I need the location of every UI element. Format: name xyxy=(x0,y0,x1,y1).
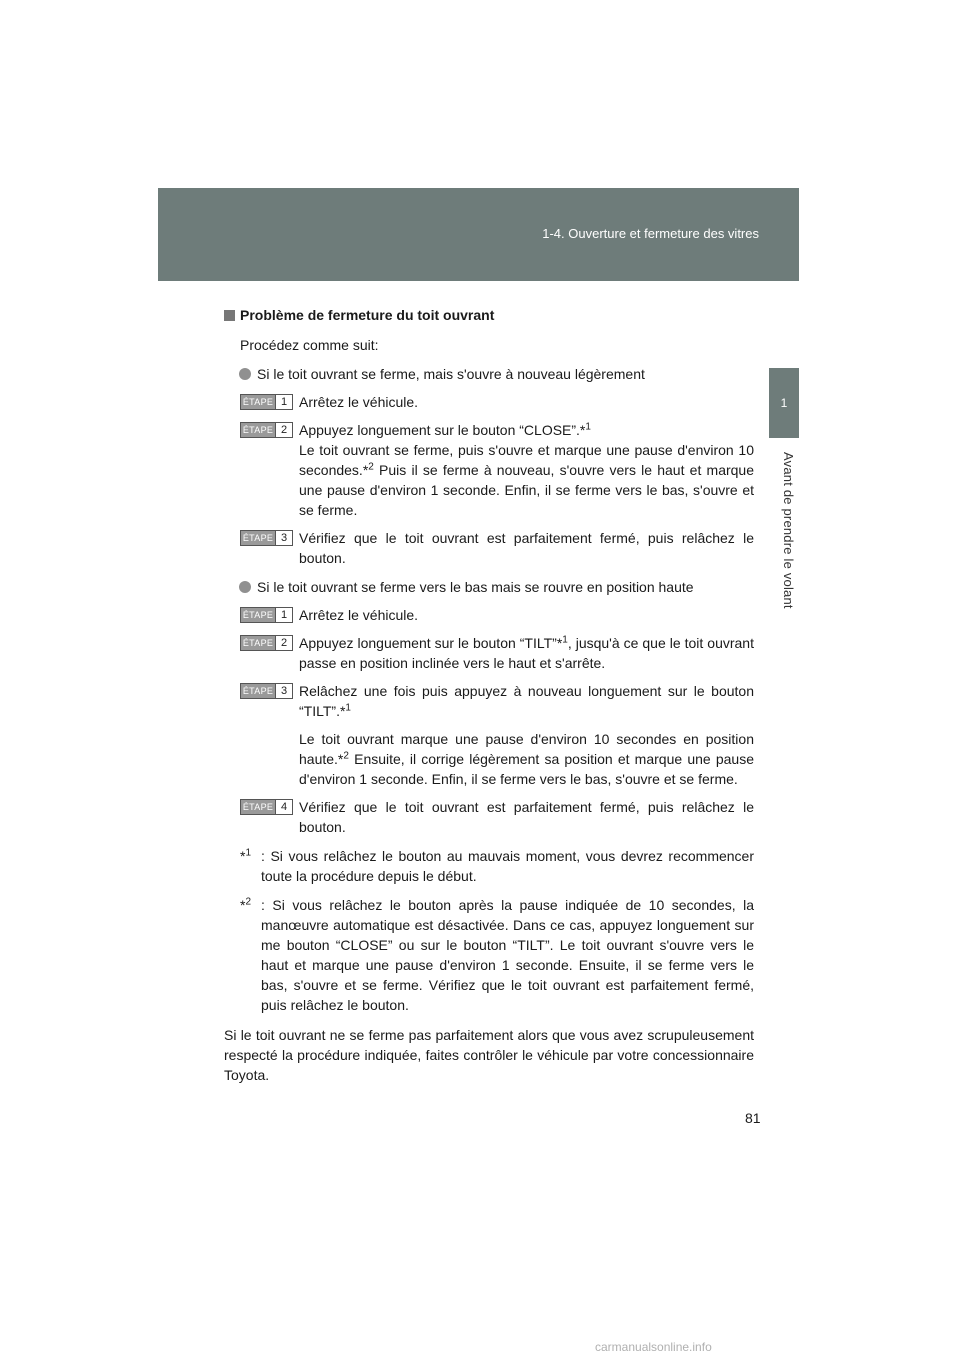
case-2-step-4: ÉTAPE 4 Vérifiez que le toit ouvrant est parfaitement fermé, puis relâchez le bouton. xyxy=(224,797,754,837)
footnote-2: *$^2$ : Si vous relâchez le bouton après la pause indiquée de 10 secondes, la manœuvre automatique est désactivée. Dans ce cas, appuyez longuement sur me bouton “CLOSE” ou sur le bouton “TILT”. Le toit ouvrant s'ouvre vers le haut et marque une pause d'environ 1 seconde. Ensuite, il se ferme vers le bas, s'ouvre et se ferme. Vérifiez que le toit ouvrant est parfaitement fermé, puis relâchez le bouton. xyxy=(240,896,754,1013)
case-1-step-3: ÉTAPE 3 Vérifiez que le toit ouvrant est parfaitement fermé, puis relâchez le bouton. xyxy=(224,528,754,568)
case-2-step-1: ÉTAPE 1 Arrêtez le véhicule. xyxy=(224,605,754,625)
footnote-1: *$^1$ : Si vous relâchez le bouton au mauvais moment, vous devrez recommencer toute la procédure depuis le début. xyxy=(240,847,754,884)
section-heading: Problème de fermeture du toit ouvrant xyxy=(224,305,754,327)
case-1-step-1: ÉTAPE 1 Arrêtez le véhicule. xyxy=(224,392,754,412)
step-label: ÉTAPE 3 xyxy=(240,683,293,699)
circle-bullet-icon xyxy=(239,368,251,380)
case-1-bullet: Si le toit ouvrant se ferme, mais s'ouvre à nouveau légèrement xyxy=(224,364,754,384)
page-number: 81 xyxy=(745,1110,761,1126)
case-1-step-2: ÉTAPE 2 Appuyez longuement sur le bouton “CLOSE”.*$^1$ Le toit ouvrant se ferme, puis s'ouvre et marque une pause d'environ 10 secondes.*$^2$ Puis il se ferme à nouveau, s'ouvre vers le haut et marque une pause d'environ 1 seconde. Enfin, il se ferme vers le bas, s'ouvre et se ferme. xyxy=(224,420,754,520)
chapter-tab: 1 xyxy=(769,368,799,438)
section-header xyxy=(158,188,799,281)
case-2-step-3-detail: Le toit ouvrant marque une pause d'environ 10 secondes en position haute.*$^2$ Ensuite, il corrige légèrement sa position et marque une pause d'environ 1 seconde. Enfin, il se ferme vers le bas, s'ouvre et se ferme. xyxy=(299,731,754,787)
step-label: ÉTAPE 3 xyxy=(240,530,293,546)
case-2-step-3: ÉTAPE 3 Relâchez une fois puis appuyez à nouveau longuement sur le bouton “TILT”.*$^1$ xyxy=(224,681,754,721)
chapter-title: Avant de prendre le volant xyxy=(781,452,796,609)
circle-bullet-icon xyxy=(239,581,251,593)
section-title: 1-4. Ouverture et fermeture des vitres xyxy=(542,226,759,241)
square-bullet-icon xyxy=(224,310,235,321)
closing-paragraph: Si le toit ouvrant ne se ferme pas parfaitement alors que vous avez scrupuleusement respecté la procédure indiquée, faites contrôler le véhicule par votre concessionnaire Toyota. xyxy=(224,1027,754,1083)
step-label: ÉTAPE 4 xyxy=(240,799,293,815)
step-label: ÉTAPE 2 xyxy=(240,635,293,651)
page-content xyxy=(224,305,754,1085)
intro-text: Procédez comme suit: xyxy=(240,337,379,353)
step-label: ÉTAPE 2 xyxy=(240,422,293,438)
case-2-step-2: ÉTAPE 2 Appuyez longuement sur le bouton “TILT”*$^1$, jusqu'à ce que le toit ouvrant passe en position inclinée vers le haut et s'arrête. xyxy=(224,633,754,673)
watermark[interactable]: carmanualsonline.info xyxy=(595,1340,712,1354)
step-label: ÉTAPE 1 xyxy=(240,607,293,623)
case-2-bullet: Si le toit ouvrant se ferme vers le bas mais se rouvre en position haute xyxy=(224,577,754,597)
step-label: ÉTAPE 1 xyxy=(240,394,293,410)
